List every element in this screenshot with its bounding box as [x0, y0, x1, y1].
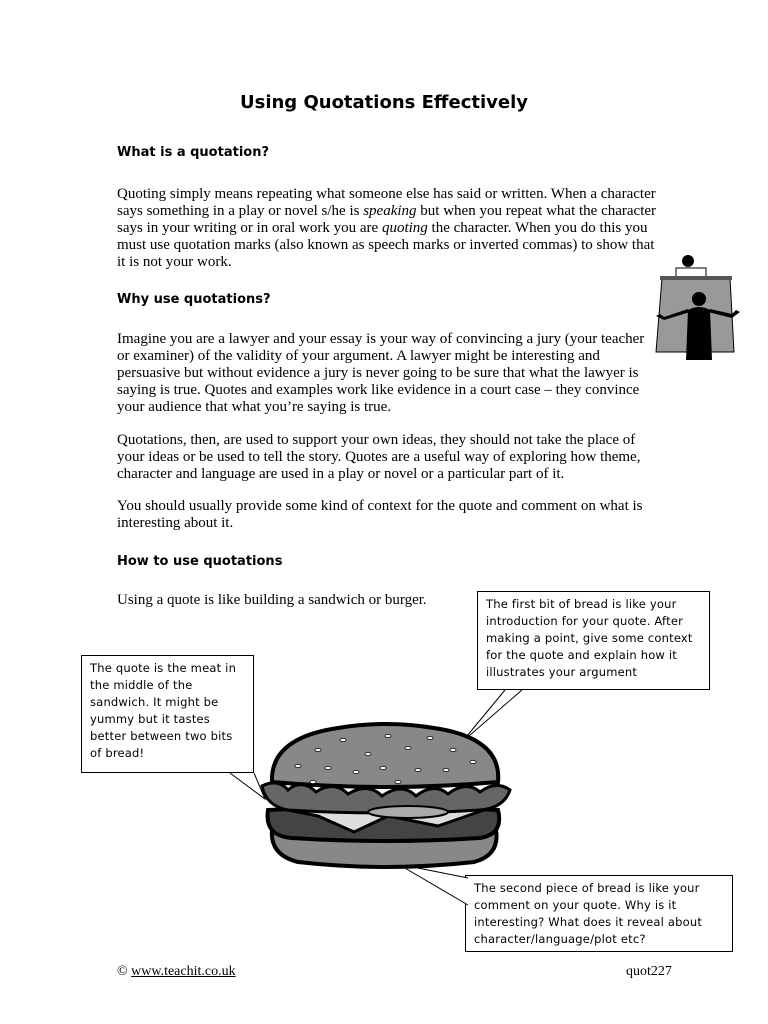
text-italic-speaking: speaking: [363, 203, 417, 219]
footer-code: quot227: [626, 964, 672, 979]
callout-meat: The quote is the meat in the middle of the sandwich. It might be yummy but it tastes better between two bits of bread!: [81, 655, 254, 773]
footer-link[interactable]: www.teachit.co.uk: [131, 964, 236, 979]
page-title: Using Quotations Effectively: [239, 92, 528, 113]
footer-copyright: [117, 964, 236, 980]
callout-bottom-bread: The second piece of bread is like your comment on your quote. Why is it interesting? What does it reveal about character/language/plot etc?: [465, 875, 733, 952]
text-run: Quoting simply means repeating what someone else has said or written. When a character says something in a play or novel s/he is: [117, 186, 656, 219]
paragraph-context: You should usually provide some kind of context for the quote and comment on what is interesting about it.: [117, 498, 643, 531]
burger-illustration: [258, 720, 514, 875]
text-italic-quoting: quoting: [381, 220, 428, 236]
paragraph-support-ideas: Quotations, then, are used to support your own ideas, they should not take the place of your ideas or be used to tell the story. Quotes are a useful way of exploring how theme, character and language are used in a play or novel or a particular part of it.: [117, 432, 641, 482]
copyright-symbol: ©: [117, 964, 128, 979]
heading-why-use-quotations: Why use quotations?: [117, 292, 271, 307]
text-run: but when you repeat what the character says in your writing or in oral work you are: [117, 203, 657, 236]
heading-how-to-use: How to use quotations: [117, 554, 283, 569]
paragraph-lawyer: Imagine you are a lawyer and your essay is your way of convincing a jury (your teacher or examiner) of the validity of your argument. A lawyer might be interesting and persuasive but without evidence a jury is never going to be sure that what the lawyer is saying is true. Quotes and examples work like evidence in a court case – they convince your audience that what you’re saying is true.: [117, 331, 645, 415]
text-run: the character. When you do this you must use quotation marks (also known as speech marks or inverted commas) to show that it is not your work.: [117, 220, 655, 270]
paragraph-sandwich: Using a quote is like building a sandwich or burger.: [117, 592, 427, 608]
callout-top-bread: The first bit of bread is like your introduction for your quote. After making a point, give some context for the quote and explain how it illustrates your argument: [477, 591, 710, 690]
heading-what-is-quotation: What is a quotation?: [117, 145, 270, 160]
